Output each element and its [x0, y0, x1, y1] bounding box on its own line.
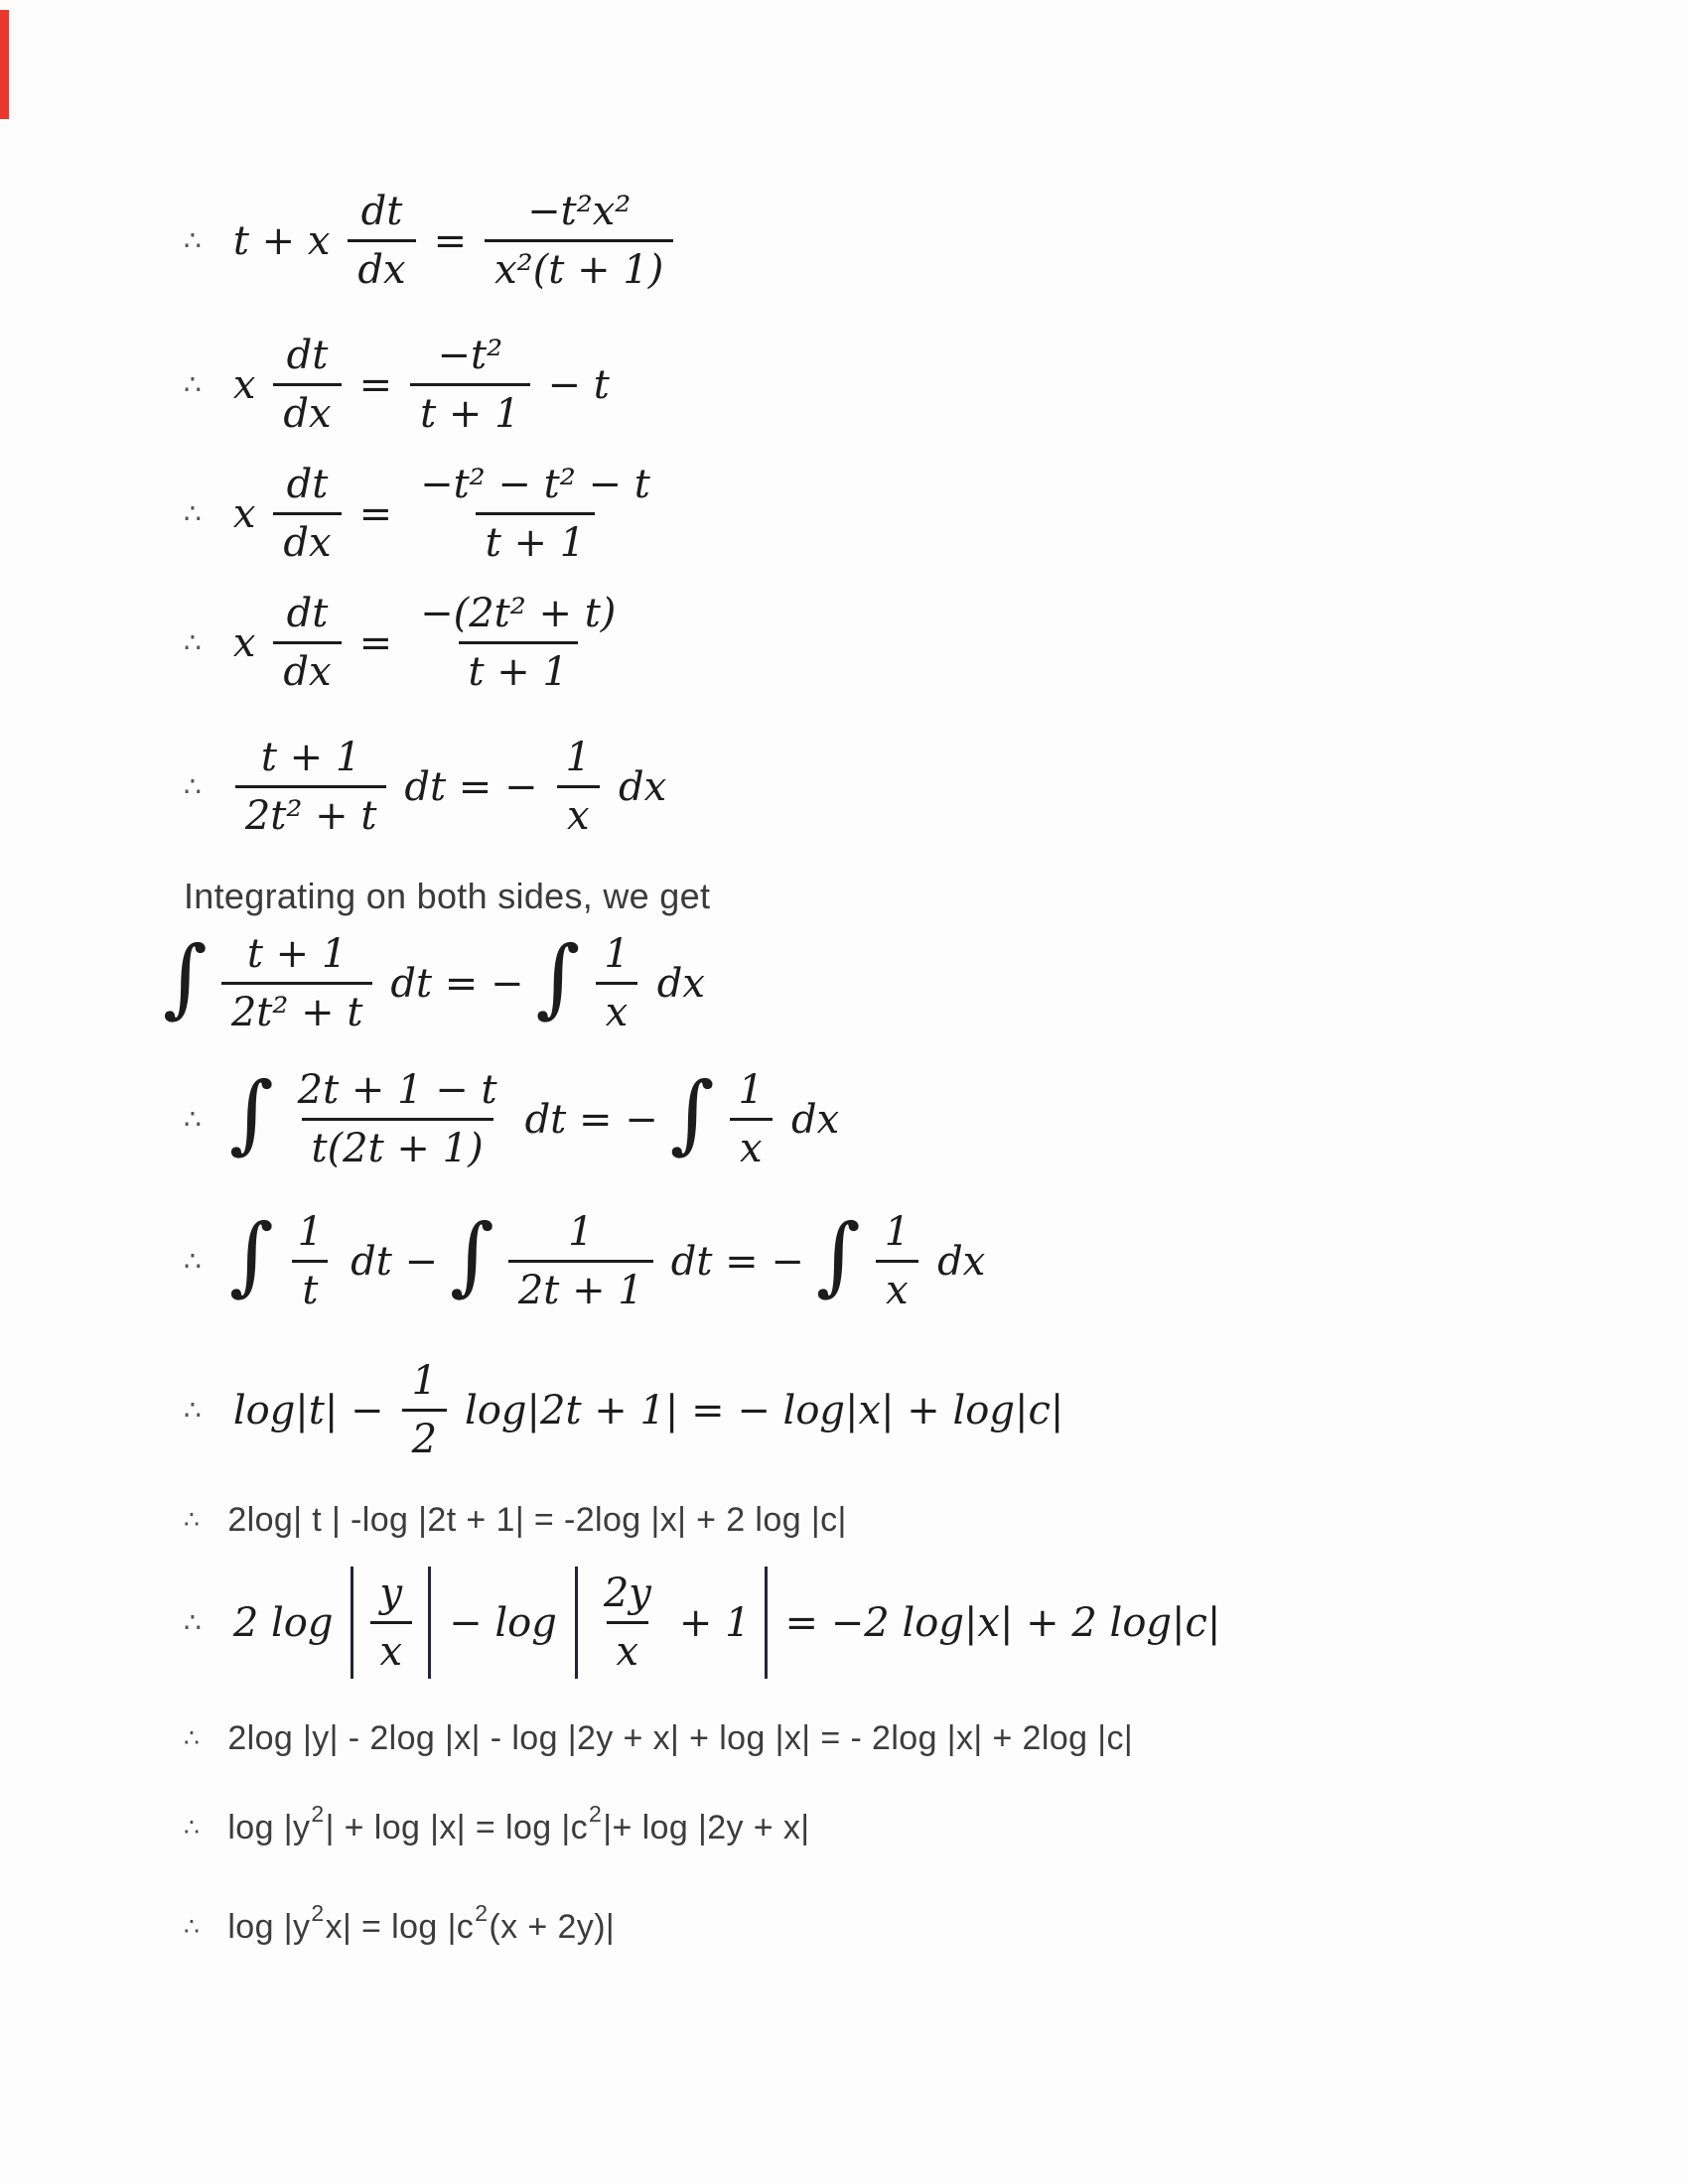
fraction-denominator: x	[607, 1621, 649, 1675]
fraction	[594, 931, 638, 1035]
fraction	[221, 931, 373, 1035]
integral-sign: ∫	[815, 1205, 861, 1305]
therefore-symbol: ∴	[184, 625, 202, 659]
equation-term: dx	[619, 763, 667, 810]
equation-line-3	[184, 462, 670, 566]
fraction-numerator: 2t + 1 − t	[297, 1067, 497, 1113]
equation-term: + 1	[678, 1599, 751, 1646]
fraction	[556, 735, 601, 839]
equation-text: | + log |x| = log |c	[325, 1809, 589, 1846]
equation-term: 2 log	[232, 1599, 334, 1646]
fraction-denominator: x	[730, 1118, 773, 1171]
equation-line-11	[184, 1501, 847, 1540]
equals-sign: =	[358, 361, 393, 408]
equation-line-10	[184, 1358, 1071, 1462]
fraction-numerator: −t²	[437, 333, 503, 378]
therefore-symbol: ∴	[184, 1814, 201, 1842]
equation-term: dt = −	[390, 960, 524, 1007]
fraction-denominator: x	[876, 1260, 918, 1313]
therefore-symbol: ∴	[184, 1506, 201, 1534]
therefore-symbol: ∴	[184, 1605, 202, 1639]
fraction	[729, 1067, 774, 1171]
therefore-symbol: ∴	[184, 1724, 201, 1752]
integral-sign: ∫	[450, 1205, 494, 1305]
fraction-numerator: 1	[411, 1358, 438, 1404]
equation-term: log|2t + 1| = − log|x| + log|c|	[465, 1387, 1064, 1433]
fraction	[369, 1570, 412, 1675]
equation-line-2	[184, 333, 618, 437]
fraction-numerator: 1	[565, 735, 591, 780]
equation-text: x| = log |c	[325, 1908, 475, 1946]
therefore-symbol: ∴	[184, 1913, 201, 1941]
fraction-denominator: dx	[273, 383, 341, 437]
red-accent-stripe	[0, 10, 9, 119]
integral-sign: ∫	[163, 927, 208, 1027]
fraction	[273, 591, 341, 695]
fraction-numerator: −t²x²	[527, 189, 632, 234]
fraction-denominator: t(2t + 1)	[302, 1118, 493, 1171]
fraction-numerator: −t² − t² − t	[420, 462, 650, 507]
equation-line-8	[184, 1063, 847, 1171]
equation-text: (x + 2y)|	[489, 1908, 616, 1946]
equation-line-13	[184, 1719, 1133, 1758]
fraction-denominator: t + 1	[459, 641, 578, 695]
fraction	[508, 1209, 653, 1313]
integral-sign: ∫	[535, 927, 581, 1027]
fraction	[410, 333, 529, 437]
fraction-numerator: dt	[286, 591, 329, 636]
equation-text: |+ log |2y + x|	[603, 1809, 810, 1846]
therefore-symbol: ∴	[184, 367, 202, 401]
fraction-numerator: y	[379, 1570, 403, 1616]
equation-term: − t	[547, 361, 610, 408]
fraction	[235, 735, 387, 839]
equation-term: − log	[449, 1599, 557, 1646]
absolute-value-group	[351, 1567, 431, 1679]
equation-term: t + x	[232, 217, 331, 264]
equation-term: log|t| −	[232, 1387, 384, 1433]
equals-sign: =	[358, 619, 393, 666]
fraction-denominator: t + 1	[476, 512, 595, 566]
equation-term: x	[232, 490, 256, 537]
fraction-denominator: dx	[348, 239, 415, 293]
fraction	[410, 591, 626, 695]
therefore-symbol: ∴	[184, 1244, 202, 1278]
fraction	[594, 1570, 661, 1675]
equation-term: dt = −	[524, 1096, 658, 1143]
fraction-numerator: 1	[884, 1209, 911, 1255]
fraction	[273, 462, 341, 566]
equation-term: x	[232, 361, 256, 408]
fraction-denominator: x	[557, 785, 600, 839]
fraction-denominator: 2t + 1	[508, 1260, 653, 1313]
fraction-numerator: t + 1	[246, 931, 348, 977]
fraction-numerator: 1	[297, 1209, 324, 1255]
equation-line-5	[184, 735, 674, 839]
equation-term: dt −	[351, 1238, 439, 1285]
fraction-numerator: dt	[286, 462, 329, 507]
equation-line-14: ∴ log |y $^2$ | + log |x| = log |c $^2$ |+ log |2y + x|	[184, 1800, 810, 1846]
fraction-denominator: x	[596, 982, 638, 1035]
integrating-statement: Integrating on both sides, we get	[184, 876, 711, 916]
equation-text: log |y	[227, 1809, 311, 1846]
fraction-denominator: x²(t + 1)	[485, 239, 673, 293]
fraction-numerator: 1	[568, 1209, 594, 1255]
fraction-denominator: t	[292, 1260, 328, 1313]
therefore-symbol: ∴	[184, 769, 202, 803]
equation-line-9	[184, 1205, 993, 1313]
fraction	[485, 189, 673, 293]
fraction	[348, 189, 415, 293]
fraction	[402, 1358, 447, 1462]
fraction-denominator: dx	[273, 641, 341, 695]
equation-text: log |y	[227, 1908, 311, 1946]
fraction-numerator: dt	[286, 333, 329, 378]
fraction-denominator: 2t² + t	[221, 982, 373, 1035]
equation-line-1	[184, 189, 683, 293]
integral-sign: ∫	[228, 1205, 274, 1305]
fraction-numerator: −(2t² + t)	[420, 591, 617, 636]
fraction	[288, 1209, 333, 1313]
integral-sign: ∫	[228, 1063, 274, 1163]
fraction-numerator: 2y	[603, 1570, 651, 1616]
fraction-denominator: t + 1	[410, 383, 529, 437]
equation-line-12	[184, 1567, 1228, 1679]
fraction-denominator: x	[370, 1621, 413, 1675]
fraction-numerator: 1	[738, 1067, 764, 1113]
fraction-denominator: 2t² + t	[235, 785, 387, 839]
equation-text: 2log |y| - 2log |x| - log |2y + x| + log |x| = - 2log |x| + 2log |c|	[227, 1719, 1134, 1757]
fraction-denominator: 2	[402, 1409, 447, 1462]
equation-text: 2log| t | -log |2t + 1| = -2log |x| + 2 log |c|	[227, 1501, 847, 1539]
fraction	[273, 333, 341, 437]
fraction	[875, 1209, 919, 1313]
fraction	[410, 462, 660, 566]
equation-term: x	[232, 619, 256, 666]
integral-sign: ∫	[669, 1063, 715, 1163]
equation-term: dx	[790, 1096, 840, 1143]
fraction-numerator: dt	[360, 189, 403, 234]
equation-line-4	[184, 591, 635, 695]
equation-term: dt = −	[670, 1238, 804, 1285]
equation-term: = −2 log|x| + 2 log|c|	[784, 1599, 1221, 1646]
absolute-value-group	[575, 1567, 768, 1679]
equation-term: dx	[656, 960, 705, 1007]
equation-term: dx	[937, 1238, 986, 1285]
fraction	[288, 1067, 507, 1171]
therefore-symbol: ∴	[184, 223, 202, 257]
fraction-denominator: dx	[273, 512, 341, 566]
therefore-symbol: ∴	[184, 496, 202, 530]
fraction-numerator: 1	[604, 931, 630, 977]
equation-term: dt = −	[404, 763, 538, 810]
equals-sign: =	[433, 217, 468, 264]
equals-sign: =	[358, 490, 393, 537]
therefore-symbol: ∴	[184, 1102, 202, 1136]
equation-line-7	[159, 927, 713, 1035]
equation-line-15: ∴ log |y $^2$ x| = log |c $^2$ (x + 2y)|	[184, 1899, 616, 1946]
therefore-symbol: ∴	[184, 1393, 202, 1427]
fraction-numerator: t + 1	[260, 735, 361, 780]
